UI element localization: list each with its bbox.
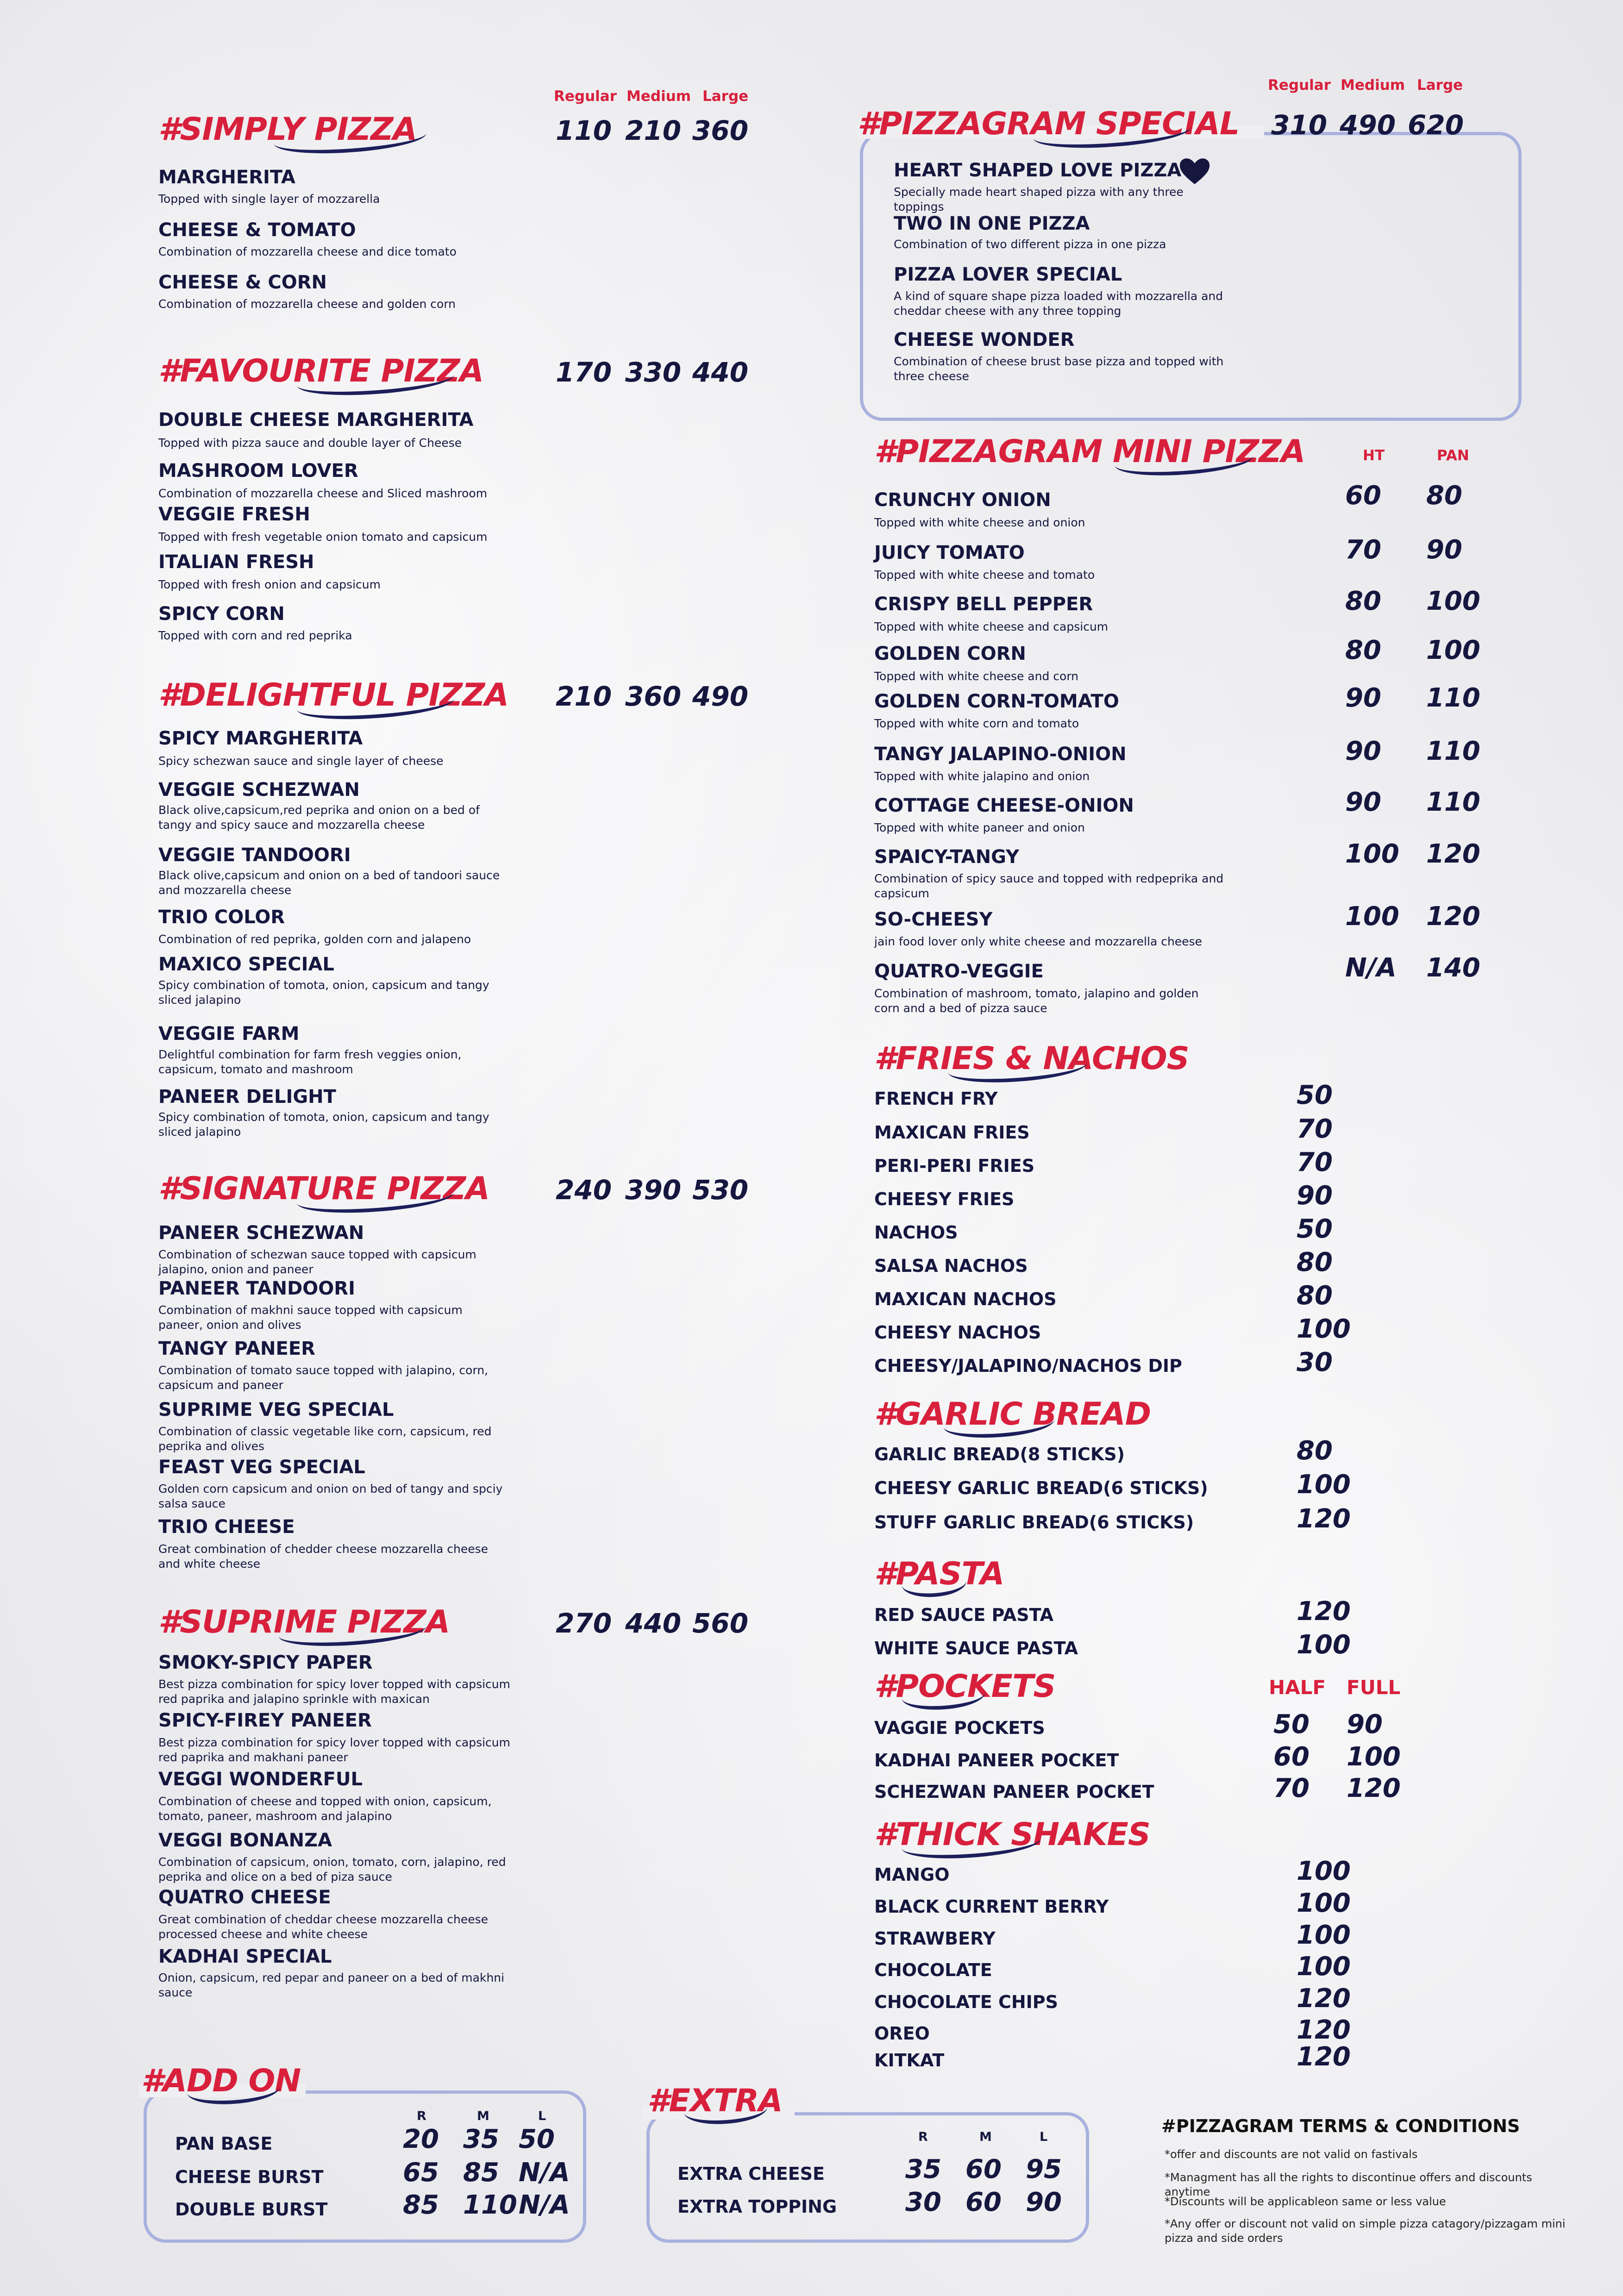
suprime-pizza-price: 270 [556, 1608, 612, 1639]
mini-ht-price: 100 [1345, 839, 1399, 869]
signature-pizza-item-name: TRIO CHEESE [158, 1516, 295, 1538]
addon-col-label: R [417, 2109, 426, 2123]
mini-title: #PIZZAGRAM MINI PIZZA [874, 433, 1305, 470]
delightful-pizza-item-desc: Delightful combination for farm fresh veggies onion, capsicum, tomato and mashroom [158, 1048, 462, 1076]
delightful-pizza-item-name: MAXICO SPECIAL [158, 954, 334, 975]
mini-item-desc: Topped with white cheese and corn [874, 669, 1079, 683]
addon-l-price: N/A [519, 2190, 570, 2220]
pasta-item-name: WHITE SAUCE PASTA [874, 1638, 1078, 1658]
signature-pizza-item-name: SUPRIME VEG SPECIAL [158, 1399, 394, 1420]
addon-m-price: 35 [463, 2124, 499, 2154]
favourite-pizza-item-name: MASHROOM LOVER [158, 460, 358, 482]
favourite-pizza-price: 440 [692, 357, 749, 388]
special-price: 490 [1340, 109, 1396, 141]
signature-pizza-item-name: PANEER TANDOORI [158, 1278, 355, 1299]
suprime-pizza-item-name: QUATRO CHEESE [158, 1887, 331, 1908]
addon-col-label: L [538, 2109, 546, 2123]
pasta-item-name: RED SAUCE PASTA [874, 1605, 1054, 1625]
signature-pizza-item-desc: Combination of tomato sauce topped with jalapino, corn, capsicum and paneer [158, 1364, 489, 1392]
fries-item-price: 90 [1297, 1181, 1333, 1211]
special-item-name: TWO IN ONE PIZZA [894, 213, 1090, 234]
pockets-half-price: 50 [1273, 1709, 1310, 1739]
delightful-pizza-item-desc: Spicy combination of tomota, onion, capsicum and tangy sliced jalapino [158, 978, 489, 1007]
favourite-pizza-item-desc: Combination of mozzarella cheese and Sliced mashroom [158, 487, 488, 500]
title-swoosh [297, 1189, 455, 1217]
addon-title: #ADD ON [141, 2063, 301, 2099]
title-swoosh [274, 131, 427, 158]
addon-r-price: 85 [403, 2190, 439, 2220]
title-swoosh [1115, 453, 1254, 480]
suprime-pizza-price: 560 [692, 1608, 749, 1639]
mini-pan-price: 80 [1426, 481, 1462, 511]
special-item-desc: Combination of two different pizza in one pizza [894, 238, 1166, 251]
extra-l-price: 95 [1026, 2154, 1062, 2184]
extra-item-name: EXTRA TOPPING [677, 2196, 837, 2217]
addon-item-name: DOUBLE BURST [175, 2199, 328, 2220]
fries-item-name: MAXICAN NACHOS [874, 1289, 1057, 1309]
fries-item-price: 80 [1297, 1247, 1333, 1277]
simply-pizza-item-desc: Combination of mozzarella cheese and golden corn [158, 297, 456, 311]
mini-item-name: GOLDEN CORN [874, 643, 1026, 664]
terms-item: *Any offer or discount not valid on simple pizza catagory/pizzagam mini pizza and side orders [1165, 2217, 1566, 2245]
delightful-pizza-item-desc: Spicy combination of tomota, onion, capsicum and tangy sliced jalapino [158, 1110, 489, 1139]
suprime-pizza-item-desc: Combination of cheese and topped with onion, capsicum, tomato, paneer, mashroom and jalapino [158, 1795, 492, 1823]
favourite-pizza-title: #FAVOURITE PIZZA [158, 353, 483, 389]
fries-item-name: FRENCH FRY [874, 1089, 998, 1109]
shakes-item-name: MANGO [874, 1864, 950, 1885]
favourite-pizza-item-name: SPICY CORN [158, 603, 285, 625]
signature-pizza-title: #SIGNATURE PIZZA [158, 1170, 489, 1207]
title-swoosh [948, 1060, 1088, 1087]
garlic-item-price: 80 [1297, 1436, 1333, 1466]
shakes-title: #THICK SHAKES [874, 1816, 1150, 1853]
simply-pizza-item-desc: Combination of mozzarella cheese and dice tomato [158, 245, 457, 258]
special-title: #PIZZAGRAM SPECIAL [858, 106, 1239, 142]
terms-item: *Managment has all the rights to discontinue offers and discounts anytime [1165, 2171, 1532, 2198]
delightful-pizza-item-name: VEGGIE TANDOORI [158, 845, 351, 866]
simply-pizza-item-name: CHEESE & CORN [158, 272, 327, 293]
addon-r-price: 65 [403, 2158, 439, 2188]
addon-l-price: 50 [519, 2124, 555, 2154]
favourite-pizza-item-desc: Topped with corn and red peprika [158, 629, 352, 642]
mini-ht-price: 80 [1345, 635, 1381, 665]
fries-title: #FRIES & NACHOS [874, 1040, 1189, 1077]
pockets-title: #POCKETS [874, 1668, 1055, 1705]
shakes-item-price: 100 [1297, 1952, 1351, 1982]
fries-item-name: NACHOS [874, 1222, 958, 1243]
garlic-item-name: STUFF GARLIC BREAD(6 STICKS) [874, 1512, 1194, 1533]
terms-title: #PIZZAGRAM TERMS & CONDITIONS [1161, 2116, 1520, 2136]
shakes-item-price: 120 [1297, 1983, 1351, 2014]
shakes-item-name: KITKAT [874, 2050, 945, 2071]
signature-pizza-item-desc: Great combination of chedder cheese mozzarella cheese and white cheese [158, 1542, 489, 1570]
signature-pizza-item-name: FEAST VEG SPECIAL [158, 1457, 365, 1478]
mini-item-name: CRUNCHY ONION [874, 489, 1051, 511]
mini-ht-price: 60 [1345, 481, 1381, 511]
delightful-pizza-price: 360 [625, 681, 682, 712]
fries-item-price: 70 [1297, 1114, 1333, 1144]
mini-ht-price: 70 [1345, 535, 1381, 565]
pockets-col-full: FULL [1347, 1676, 1401, 1699]
mini-pan-price: 100 [1426, 586, 1480, 616]
pockets-full-price: 90 [1347, 1709, 1383, 1739]
addon-col-label: M [477, 2109, 489, 2123]
suprime-pizza-title: #SUPRIME PIZZA [158, 1604, 450, 1640]
mini-item-name: SPAICY-TANGY [874, 846, 1019, 868]
fries-item-name: CHEESY FRIES [874, 1189, 1015, 1209]
terms-item: *offer and discounts are not valid on fastivals [1165, 2148, 1418, 2161]
delightful-pizza-item-name: PANEER DELIGHT [158, 1086, 336, 1107]
mini-ht-price: N/A [1345, 953, 1397, 983]
garlic-item-name: GARLIC BREAD(8 STICKS) [874, 1444, 1125, 1464]
simply-pizza-title: #SIMPLY PIZZA [158, 111, 417, 148]
fries-item-price: 100 [1297, 1314, 1351, 1344]
mini-ht-price: 90 [1345, 683, 1381, 713]
fries-item-name: CHEESY/JALAPINO/NACHOS DIP [874, 1356, 1182, 1376]
simply-pizza-price: 110 [556, 115, 612, 146]
pockets-full-price: 100 [1347, 1742, 1401, 1772]
extra-col-label: L [1040, 2130, 1048, 2144]
title-swoosh [902, 1690, 986, 1712]
special-item-desc: A kind of square shape pizza loaded with mozzarella and cheddar cheese with any three topping [894, 289, 1223, 318]
addon-m-price: 85 [463, 2158, 499, 2188]
signature-pizza-price: 390 [625, 1174, 682, 1206]
special-item-desc: Combination of cheese brust base pizza and topped with three cheese [894, 355, 1224, 383]
special-item-name: HEART SHAPED LOVE PIZZA [894, 160, 1182, 181]
signature-pizza-item-desc: Combination of classic vegetable like corn, capsicum, red peprika and olives [158, 1425, 492, 1453]
favourite-pizza-item-desc: Topped with pizza sauce and double layer of Cheese [158, 436, 462, 450]
title-swoosh [902, 1836, 1041, 1863]
extra-m-price: 60 [965, 2187, 1002, 2217]
mini-pan-price: 110 [1426, 736, 1480, 766]
fries-item-price: 50 [1297, 1214, 1333, 1244]
title-swoosh [297, 372, 455, 400]
suprime-pizza-item-name: VEGGI WONDERFUL [158, 1769, 363, 1790]
simply-pizza-item-name: MARGHERITA [158, 167, 296, 188]
special-size-label: Regular [1268, 77, 1331, 94]
pasta-item-price: 120 [1297, 1596, 1351, 1627]
suprime-pizza-item-name: SMOKY-SPICY PAPER [158, 1652, 373, 1673]
mini-item-desc: Combination of spicy sauce and topped with redpeprika and capsicum [874, 872, 1224, 900]
special-size-label: Medium [1341, 77, 1405, 94]
mini-pan-price: 90 [1426, 535, 1462, 565]
mini-item-name: TANGY JALAPINO-ONION [874, 744, 1127, 765]
size-label: Medium [627, 88, 691, 105]
addon-item-name: PAN BASE [175, 2133, 273, 2154]
special-item-name: CHEESE WONDER [894, 329, 1075, 350]
title-swoosh [278, 1623, 427, 1650]
shakes-item-price: 100 [1297, 1920, 1351, 1950]
pockets-full-price: 120 [1347, 1773, 1401, 1803]
special-price: 310 [1271, 109, 1328, 141]
favourite-pizza-price: 170 [556, 357, 612, 388]
delightful-pizza-item-name: VEGGIE SCHEZWAN [158, 779, 360, 801]
extra-item-name: EXTRA CHEESE [677, 2164, 825, 2184]
fries-item-name: PERI-PERI FRIES [874, 1156, 1035, 1176]
title-swoosh [902, 1578, 967, 1599]
mini-item-name: JUICY TOMATO [874, 542, 1025, 563]
shakes-item-price: 100 [1297, 1856, 1351, 1886]
mini-pan-price: 110 [1426, 683, 1480, 713]
mini-ht-price: 90 [1345, 736, 1381, 766]
delightful-pizza-price: 490 [692, 681, 749, 712]
delightful-pizza-item-desc: Combination of red peprika, golden corn and jalapeno [158, 932, 471, 946]
mini-ht-price: 100 [1345, 901, 1399, 932]
garlic-item-price: 100 [1297, 1470, 1351, 1500]
shakes-item-price: 120 [1297, 2015, 1351, 2045]
extra-title: #EXTRA [647, 2083, 783, 2119]
signature-pizza-item-desc: Combination of schezwan sauce topped with capsicum jalapino, onion and paneer [158, 1248, 476, 1276]
mini-item-name: SO-CHEESY [874, 909, 993, 930]
simply-pizza-item-desc: Topped with single layer of mozzarella [158, 192, 380, 206]
mini-col-ht: HT [1363, 447, 1385, 464]
fries-item-name: CHEESY NACHOS [874, 1322, 1041, 1343]
addon-r-price: 20 [403, 2124, 439, 2154]
pockets-half-price: 70 [1273, 1773, 1310, 1803]
delightful-pizza-price: 210 [556, 681, 612, 712]
shakes-item-name: CHOCOLATE [874, 1960, 992, 1980]
mini-pan-price: 140 [1426, 953, 1480, 983]
pockets-half-price: 60 [1273, 1742, 1310, 1772]
extra-col-label: M [979, 2130, 992, 2144]
pockets-item-name: VAGGIE POCKETS [874, 1718, 1045, 1738]
fries-item-price: 50 [1297, 1080, 1333, 1110]
size-label: Regular [554, 88, 617, 105]
signature-pizza-item-desc: Combination of makhni sauce topped with capsicum paneer, onion and olives [158, 1303, 463, 1332]
favourite-pizza-price: 330 [625, 357, 682, 388]
pockets-item-name: KADHAI PANEER POCKET [874, 1750, 1119, 1770]
extra-r-price: 30 [905, 2187, 941, 2217]
signature-pizza-item-name: PANEER SCHEZWAN [158, 1222, 364, 1244]
delightful-pizza-item-desc: Spicy schezwan sauce and single layer of cheese [158, 754, 444, 768]
favourite-pizza-item-desc: Topped with fresh vegetable onion tomato and capsicum [158, 530, 488, 544]
garlic-item-name: CHEESY GARLIC BREAD(6 STICKS) [874, 1478, 1208, 1498]
delightful-pizza-item-desc: Black olive,capsicum and onion on a bed of tandoori sauce and mozzarella cheese [158, 869, 500, 897]
shakes-item-price: 100 [1297, 1888, 1351, 1918]
shakes-item-name: CHOCOLATE CHIPS [874, 1992, 1059, 2012]
simply-pizza-price: 210 [625, 115, 682, 146]
mini-item-name: QUATRO-VEGGIE [874, 961, 1044, 982]
extra-l-price: 90 [1026, 2187, 1062, 2217]
shakes-item-name: STRAWBERY [874, 1928, 996, 1949]
mini-col-pan: PAN [1437, 447, 1469, 464]
extra-r-price: 35 [905, 2154, 941, 2184]
fries-item-name: SALSA NACHOS [874, 1256, 1028, 1276]
addon-item-name: CHEESE BURST [175, 2167, 324, 2187]
delightful-pizza-item-name: TRIO COLOR [158, 907, 285, 928]
mini-ht-price: 80 [1345, 586, 1381, 616]
terms-item: *Discounts will be applicableon same or less value [1165, 2195, 1446, 2208]
mini-item-desc: Topped with white jalapino and onion [874, 770, 1090, 783]
favourite-pizza-item-name: ITALIAN FRESH [158, 551, 314, 573]
special-item-name: PIZZA LOVER SPECIAL [894, 264, 1122, 285]
pockets-col-half: HALF [1269, 1676, 1326, 1699]
mini-ht-price: 90 [1345, 787, 1381, 817]
fries-item-name: MAXICAN FRIES [874, 1122, 1030, 1143]
signature-pizza-price: 240 [556, 1174, 612, 1206]
mini-item-desc: Topped with white cheese and onion [874, 516, 1085, 529]
pockets-item-name: SCHEZWAN PANEER POCKET [874, 1782, 1154, 1802]
title-swoosh [943, 1417, 1055, 1441]
suprime-pizza-item-name: KADHAI SPECIAL [158, 1946, 332, 1967]
special-price: 620 [1408, 109, 1464, 141]
favourite-pizza-item-name: VEGGIE FRESH [158, 504, 310, 525]
fries-item-price: 30 [1297, 1347, 1333, 1377]
mini-item-desc: jain food lover only white cheese and mozzarella cheese [874, 935, 1202, 948]
extra-col-label: R [918, 2130, 928, 2144]
garlic-title: #GARLIC BREAD [874, 1396, 1151, 1433]
fries-item-price: 70 [1297, 1147, 1333, 1177]
simply-pizza-price: 360 [692, 115, 749, 146]
mini-item-name: GOLDEN CORN-TOMATO [874, 691, 1119, 712]
mini-pan-price: 120 [1426, 839, 1480, 869]
delightful-pizza-item-name: SPICY MARGHERITA [158, 728, 363, 749]
suprime-pizza-item-desc: Great combination of cheddar cheese mozzarella cheese processed cheese and white cheese [158, 1913, 488, 1941]
pasta-item-price: 100 [1297, 1630, 1351, 1660]
mini-pan-price: 120 [1426, 901, 1480, 932]
extra-m-price: 60 [965, 2154, 1002, 2184]
special-size-label: Large [1417, 77, 1463, 94]
mini-item-desc: Topped with white corn and tomato [874, 717, 1079, 730]
suprime-pizza-item-desc: Best pizza combination for spicy lover topped with capsicum red paprika and jalapino sprinkle with maxican [158, 1677, 510, 1706]
favourite-pizza-item-name: DOUBLE CHEESE MARGHERITA [158, 409, 474, 431]
fries-item-price: 80 [1297, 1281, 1333, 1311]
suprime-pizza-item-desc: Best pizza combination for spicy lover topped with capsicum red paprika and makhani paneer [158, 1736, 510, 1764]
signature-pizza-item-name: TANGY PANEER [158, 1338, 315, 1359]
delightful-pizza-item-desc: Black olive,capsicum,red peprika and onion on a bed of tangy and spicy sauce and mozzarella cheese [158, 803, 480, 832]
mini-item-desc: Topped with white paneer and onion [874, 821, 1085, 834]
addon-l-price: N/A [519, 2158, 570, 2188]
shakes-item-name: BLACK CURRENT BERRY [874, 1896, 1109, 1917]
mini-item-desc: Topped with white cheese and tomato [874, 568, 1095, 582]
mini-item-name: COTTAGE CHEESE-ONION [874, 795, 1134, 816]
signature-pizza-item-desc: Golden corn capsicum and onion on bed of tangy and spciy salsa sauce [158, 1482, 503, 1510]
suprime-pizza-price: 440 [625, 1608, 682, 1639]
delightful-pizza-title: #DELIGHTFUL PIZZA [158, 677, 508, 713]
heart-icon [1178, 157, 1202, 179]
special-item-desc: Specially made heart shaped pizza with any three toppings [894, 185, 1184, 213]
shakes-item-name: OREO [874, 2023, 930, 2044]
size-label: Large [702, 88, 749, 105]
signature-pizza-price: 530 [692, 1174, 749, 1206]
mini-item-desc: Combination of mashroom, tomato, jalapino and golden corn and a bed of pizza sauce [874, 987, 1199, 1015]
mini-pan-price: 110 [1426, 787, 1480, 817]
delightful-pizza-item-name: VEGGIE FARM [158, 1023, 300, 1045]
pasta-title: #PASTA [874, 1556, 1004, 1592]
garlic-item-price: 120 [1297, 1504, 1351, 1534]
mini-item-name: CRISPY BELL PEPPER [874, 594, 1093, 615]
suprime-pizza-item-desc: Onion, capsicum, red pepar and paneer on a bed of makhni sauce [158, 1971, 505, 1999]
mini-pan-price: 100 [1426, 635, 1480, 665]
addon-m-price: 110 [463, 2190, 517, 2220]
suprime-pizza-item-name: SPICY-FIREY PANEER [158, 1710, 372, 1731]
title-swoosh [297, 696, 455, 724]
suprime-pizza-item-desc: Combination of capsicum, onion, tomato, corn, jalapino, red peprika and olice on a bed of piza sauce [158, 1855, 506, 1883]
suprime-pizza-item-name: VEGGI BONANZA [158, 1830, 332, 1851]
mini-item-desc: Topped with white cheese and capsicum [874, 620, 1109, 633]
simply-pizza-item-name: CHEESE & TOMATO [158, 219, 356, 241]
shakes-item-price: 120 [1297, 2042, 1351, 2072]
favourite-pizza-item-desc: Topped with fresh onion and capsicum [158, 578, 381, 591]
